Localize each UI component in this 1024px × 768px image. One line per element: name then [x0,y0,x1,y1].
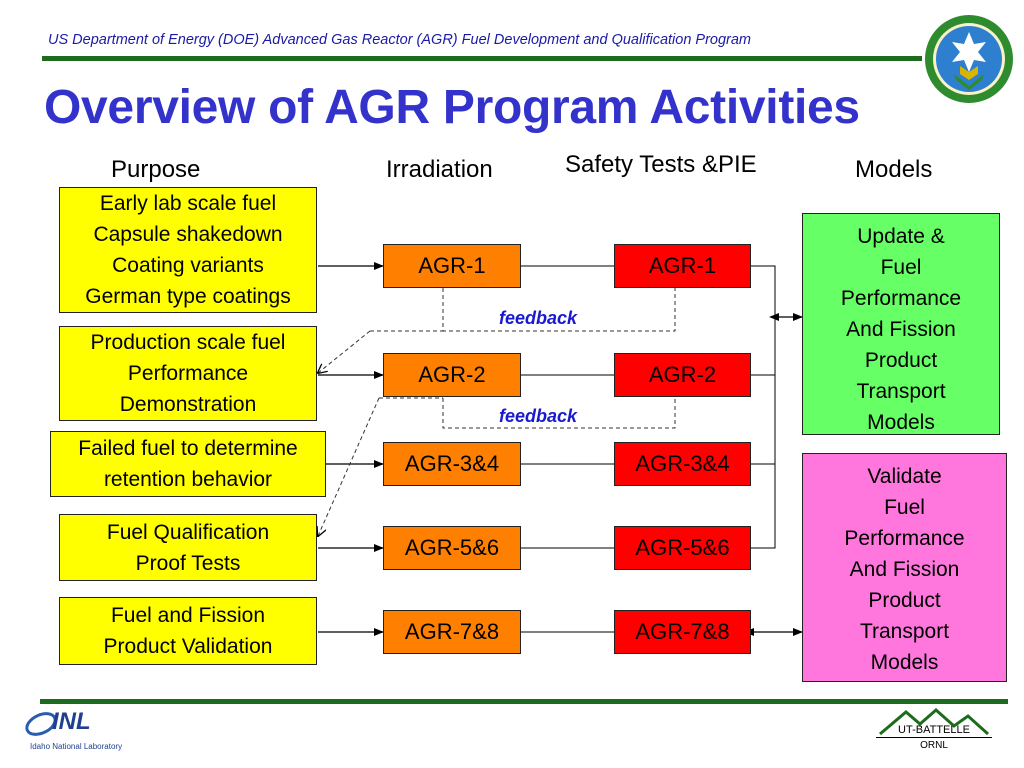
ut-battelle-text: UT-BATTELLE [898,724,970,736]
irradiation-agr-2: AGR-2 [383,353,521,397]
feedback-label: feedback [499,406,578,426]
ut-battelle-divider [876,737,992,738]
purpose-line: Early lab scale fuel [99,192,277,215]
model-line: Validate [867,465,942,488]
model-line: Transport [859,620,950,643]
model-line: Product [864,349,938,372]
inl-logo [24,706,123,762]
irradiation-agr-7-8: AGR-7&8 [383,610,521,654]
purpose-line: retention behavior [103,468,273,491]
safety-agr-1: AGR-1 [614,244,751,288]
feedback-label: feedback [499,308,578,328]
ut-battelle-logo [876,704,992,760]
purpose-line: Coating variants [112,254,264,277]
safety-agr-2: AGR-2 [614,353,751,397]
page-title: Overview of AGR Program Activities [44,81,860,134]
model-line: Performance [844,527,965,550]
model-line: Models [867,411,935,434]
inl-logo-text: INL [52,708,91,735]
purpose-box-production-scale [59,326,317,421]
column-heading-purpose: Purpose [111,156,201,183]
safety-agr-3-4: AGR-3&4 [614,442,751,486]
model-box-update [802,213,1000,435]
inl-logo-subtitle: Idaho National Laboratory [30,742,123,751]
safety-agr-5-6: AGR-5&6 [614,526,751,570]
purpose-box-failed-fuel [50,431,326,497]
purpose-line: Demonstration [119,393,257,416]
model-line: Models [870,651,939,674]
purpose-line: Fuel Qualification [106,520,270,544]
purpose-line: Fuel and Fission [110,604,266,627]
purpose-line: Proof Tests [135,551,241,575]
purpose-line: Product Validation [103,635,273,658]
model-line: Product [868,589,941,612]
safety-agr-7-8: AGR-7&8 [614,610,751,654]
irradiation-agr-3-4: AGR-3&4 [383,442,521,486]
model-line: Fuel [884,496,925,519]
purpose-box-early-lab-scale [59,187,317,313]
model-line: Performance [840,287,962,310]
model-line: Update & [857,225,945,248]
safety-bus [751,266,775,548]
purpose-line: Production scale fuel [90,331,286,354]
model-box-validate [802,453,1007,682]
ornl-text: ORNL [920,740,948,751]
purpose-line: German type coatings [85,285,291,308]
program-header: US Department of Energy (DOE) Advanced Gas Reactor (AGR) Fuel Development and Qualification Program [48,32,752,48]
model-line: Fuel [880,256,922,279]
feedback-arrow-1 [318,331,370,373]
model-line: Transport [856,380,946,403]
purpose-box-fuel-validation [59,597,317,665]
purpose-line: Failed fuel to determine [78,437,298,460]
column-heading-models: Models [855,156,933,183]
irradiation-agr-1: AGR-1 [383,244,521,288]
irradiation-agr-5-6: AGR-5&6 [383,526,521,570]
column-heading-irradiation: Irradiation [386,156,493,183]
feedback-arrow-2 [318,398,379,536]
model-line: And Fission [846,318,956,341]
purpose-line: Performance [127,362,249,385]
purpose-line: Capsule shakedown [93,223,283,246]
footer-rule [40,699,1008,704]
model-line: And Fission [849,558,960,581]
purpose-box-fuel-qualification [59,514,317,581]
column-heading-safety: Safety Tests &PIE [565,151,757,178]
